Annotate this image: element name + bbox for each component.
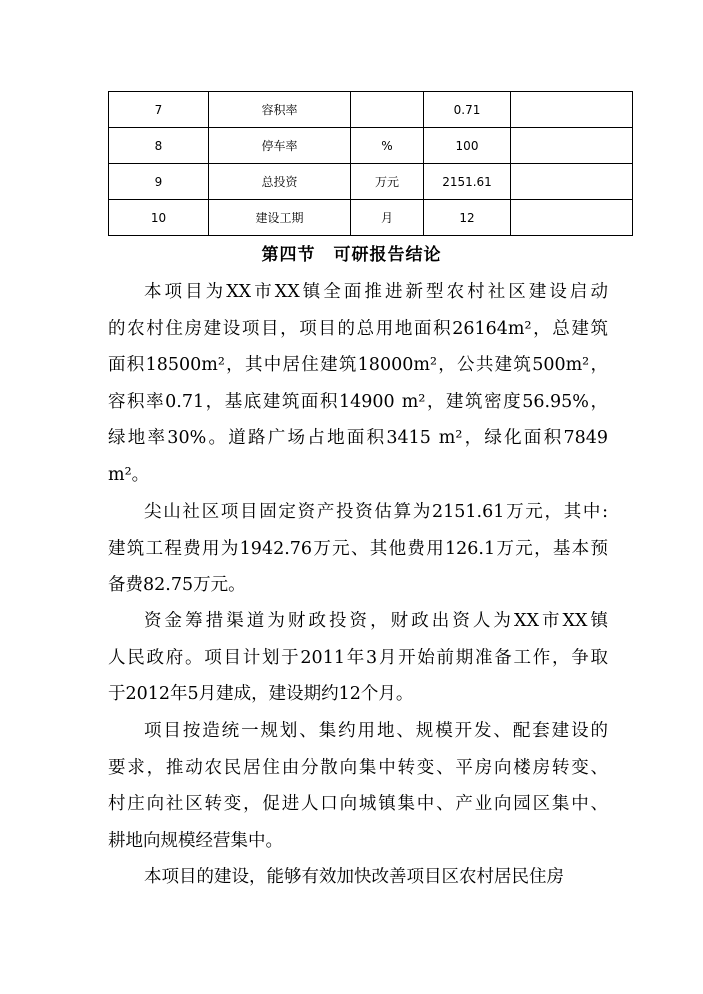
text-line: 项目按造统一规划、集约用地、规模开发、配套建设的 bbox=[144, 721, 608, 741]
table-row bbox=[109, 92, 633, 128]
row-item: 停车率 bbox=[209, 128, 351, 164]
table-row bbox=[109, 164, 633, 200]
row-note bbox=[511, 200, 633, 236]
row-item: 建设工期 bbox=[209, 200, 351, 236]
text-line: 的农村住房建设项目，项目的总用地面积26164m²，总建筑 bbox=[108, 318, 608, 339]
row-value: 100 bbox=[424, 128, 511, 164]
text-line: 人民政府。项目计划于2011年3月开始前期准备工作，争取 bbox=[108, 647, 608, 668]
table-row bbox=[109, 128, 633, 164]
text-line: 耕地向规模经营集中。 bbox=[108, 830, 283, 851]
row-item: 总投资 bbox=[209, 164, 351, 200]
row-number: 10 bbox=[109, 200, 209, 236]
row-number: 9 bbox=[109, 164, 209, 200]
row-note bbox=[511, 92, 633, 128]
row-unit: % bbox=[351, 128, 424, 164]
paragraph-planning bbox=[108, 713, 608, 859]
text-line: 尖山社区项目固定资产投资估算为2151.61万元，其中: bbox=[144, 502, 608, 522]
text-line: 资金筹措渠道为财政投资，财政出资人为XX市XX镇 bbox=[144, 611, 608, 631]
section-title: 可研报告结论 bbox=[333, 245, 442, 265]
paragraph-summary bbox=[108, 274, 608, 493]
paragraph-investment bbox=[108, 494, 608, 604]
row-note bbox=[511, 164, 633, 200]
row-note bbox=[511, 128, 633, 164]
row-unit bbox=[351, 92, 424, 128]
text-line: 于2012年5月建成，建设期约12个月。 bbox=[108, 684, 414, 704]
text-line: 面积18500m²，其中居住建筑18000m²，公共建筑500m²， bbox=[108, 355, 608, 375]
paragraph-significance bbox=[108, 859, 608, 896]
indicator-table bbox=[108, 91, 633, 236]
row-number: 7 bbox=[109, 92, 209, 128]
section-number: 第四节 bbox=[261, 245, 316, 265]
text-line: 要求，推动农民居住由分散向集中转变、平房向楼房转变、 bbox=[108, 757, 608, 778]
text-line: 建筑工程费用为1942.76万元、其他费用126.1万元，基本预 bbox=[108, 538, 608, 559]
row-value: 0.71 bbox=[424, 92, 511, 128]
text-line: 容积率0.71，基底建筑面积14900 m²，建筑密度56.95%， bbox=[108, 391, 608, 412]
row-value: 12 bbox=[424, 200, 511, 236]
row-item: 容积率 bbox=[209, 92, 351, 128]
section-heading bbox=[0, 240, 703, 265]
row-number: 8 bbox=[109, 128, 209, 164]
text-line: m²。 bbox=[108, 464, 150, 485]
row-unit: 万元 bbox=[351, 164, 424, 200]
text-line: 本项目的建设，能够有效加快改善项目区农村居民住房 bbox=[144, 867, 564, 887]
row-unit: 月 bbox=[351, 200, 424, 236]
paragraph-funding bbox=[108, 603, 608, 713]
text-line: 村庄向社区转变，促进人口向城镇集中、产业向园区集中、 bbox=[108, 794, 608, 814]
row-value: 2151.61 bbox=[424, 164, 511, 200]
text-line: 本项目为XX市XX镇全面推进新型农村社区建设启动 bbox=[144, 282, 608, 302]
text-line: 绿地率30%。道路广场占地面积3415 m²，绿化面积7849 bbox=[108, 428, 608, 448]
table-row bbox=[109, 200, 633, 236]
text-line: 备费82.75万元。 bbox=[108, 575, 246, 595]
